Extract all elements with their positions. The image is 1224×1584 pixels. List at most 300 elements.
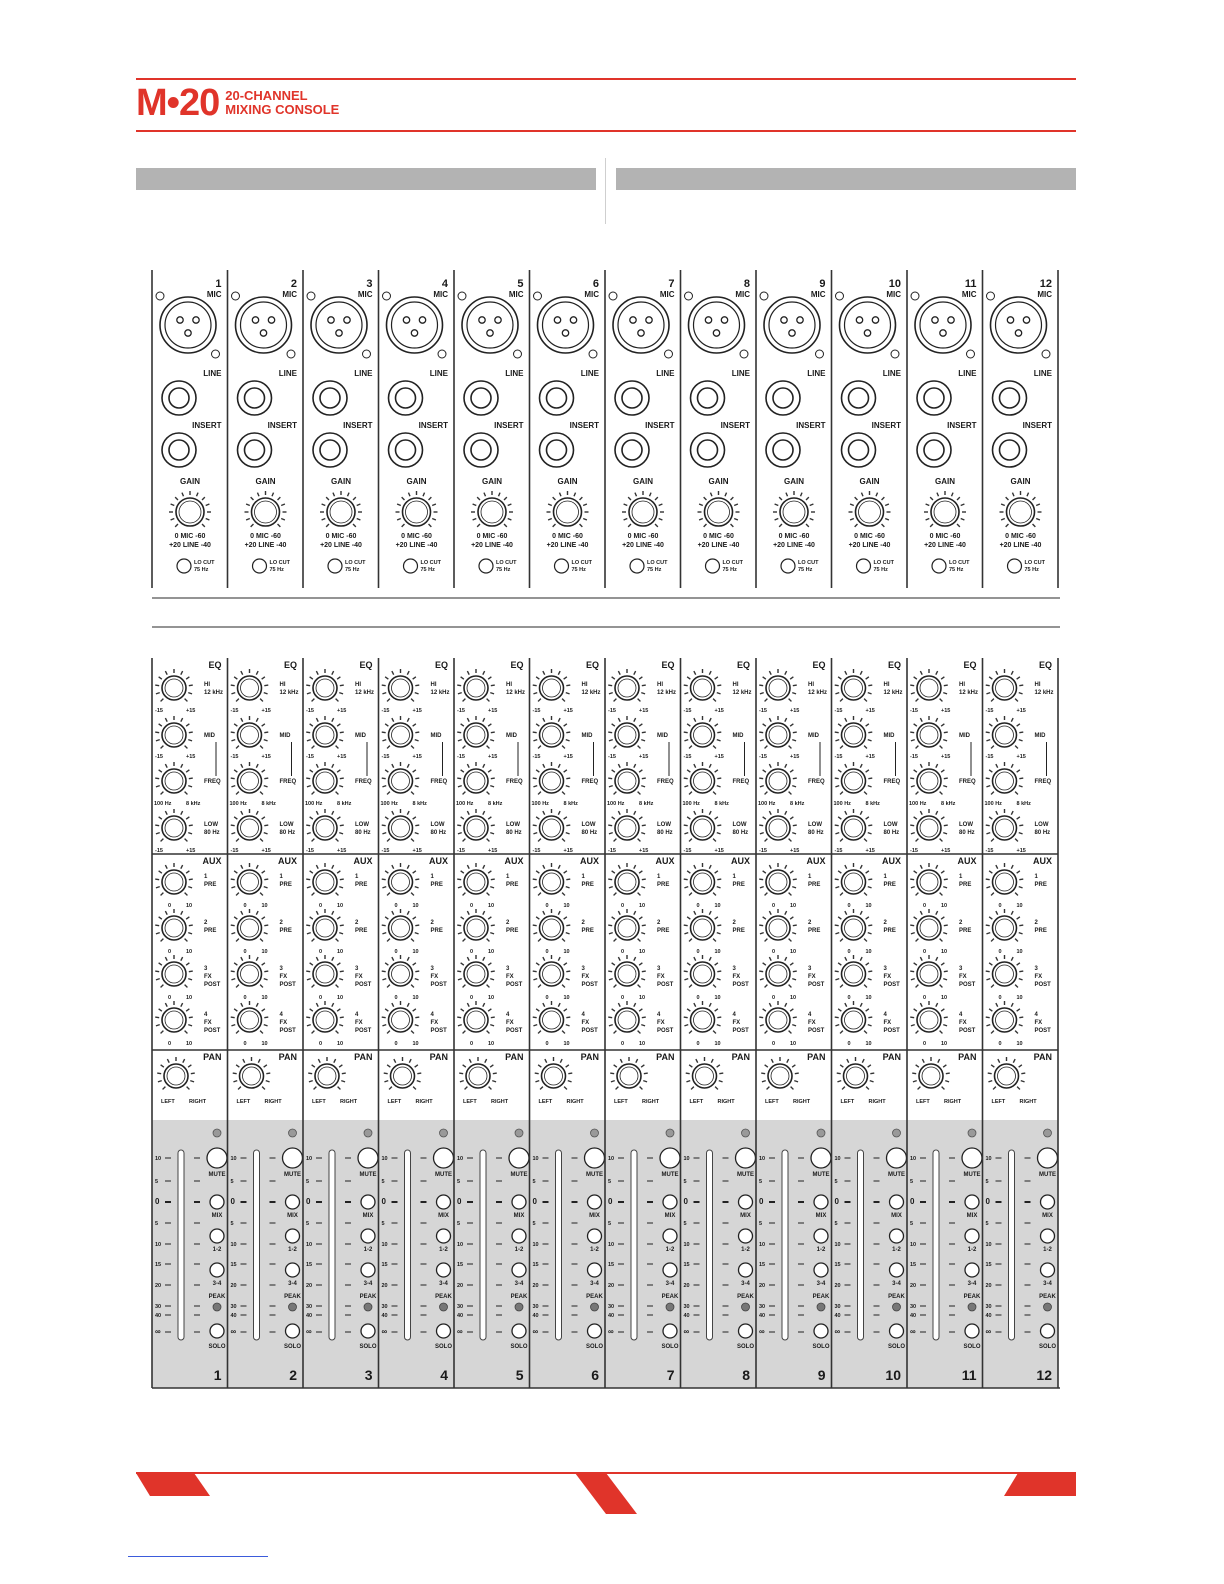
aux-knob-3	[759, 955, 797, 987]
aux-max: 10	[865, 949, 872, 955]
aux-send-label: PRE	[430, 882, 443, 888]
knob-tick	[415, 1065, 418, 1067]
knob-body	[993, 916, 1017, 940]
knob-tick	[188, 933, 192, 934]
knob-tick	[614, 746, 617, 749]
knob-tick	[415, 971, 419, 972]
knob-tick	[793, 925, 797, 926]
gain-label: GAIN	[482, 477, 502, 486]
fader-slot	[405, 1150, 411, 1340]
locut-button	[328, 559, 342, 573]
knob-tick	[989, 677, 992, 679]
aux-send-number: 1	[959, 874, 963, 880]
xlr-outer	[840, 297, 896, 353]
knob-tick	[868, 685, 872, 686]
knob-tick	[336, 699, 339, 702]
knob-tick	[944, 825, 948, 826]
knob-tick	[566, 740, 570, 741]
knob-tick	[838, 677, 841, 679]
mic-label: MIC	[961, 290, 977, 299]
knob-body	[238, 962, 262, 986]
fader-scale-label: 20	[834, 1283, 841, 1289]
locut-label: LO CUT	[194, 560, 215, 566]
mic-label: MIC	[282, 290, 297, 299]
knob-tick	[260, 839, 263, 842]
knob-tick	[535, 1073, 539, 1074]
knob-tick	[382, 740, 386, 741]
eq-hi-label: HI	[959, 682, 965, 688]
channel-button-label: MIX	[740, 1213, 751, 1219]
aux-title: AUX	[1032, 856, 1052, 866]
aux-min: 0	[696, 1041, 700, 1047]
knob-tick	[1019, 778, 1023, 779]
knob-tick	[156, 833, 160, 834]
knob-tick	[337, 871, 340, 873]
mic-label: MIC	[1037, 290, 1052, 299]
knob-tick	[614, 839, 617, 842]
locut-button	[1008, 559, 1022, 573]
gain-scale-line: +20 LINE -40	[546, 542, 589, 549]
aux-title: AUX	[655, 856, 675, 866]
aux-send-mode: POST	[959, 982, 976, 988]
knob-tick	[188, 833, 192, 834]
knob-body	[389, 1008, 413, 1032]
knob-tick	[158, 1081, 162, 1082]
knob-tick	[566, 887, 570, 888]
eq-hi-min: -15	[155, 708, 163, 714]
knob-tick	[385, 963, 388, 965]
channel-button-label: MIX	[362, 1213, 374, 1219]
knob-tick	[483, 718, 485, 722]
knob-tick	[309, 1081, 313, 1082]
channel-button-label: 1-2	[439, 1247, 448, 1253]
knob-tick	[387, 985, 390, 988]
eq-freq-max: 8 kHz	[337, 801, 352, 807]
knob-tick	[864, 839, 867, 842]
channel-button	[509, 1148, 529, 1168]
eq-low-min: -15	[985, 848, 994, 854]
channel-button	[358, 1148, 378, 1168]
knob-tick	[533, 778, 537, 779]
fader-scale-label: 15	[381, 1262, 388, 1268]
eq-low-max: +15	[563, 848, 573, 854]
knob-tick	[186, 724, 189, 726]
eq-freq-label: FREQ	[808, 779, 825, 785]
knob-tick	[944, 1017, 948, 1018]
knob-body	[238, 916, 262, 940]
knob-tick	[790, 770, 793, 772]
knob-tick	[407, 671, 409, 675]
knob-tick	[612, 770, 615, 772]
channel-button	[512, 1229, 526, 1243]
locut-label: LO CUT	[873, 560, 894, 566]
knob-tick	[186, 677, 189, 679]
knob-tick	[765, 1031, 768, 1034]
aux-send-mode: POST	[959, 1028, 976, 1034]
eq-hi-min: -15	[230, 708, 239, 714]
knob-tick	[413, 917, 416, 919]
fader-scale-label: 10	[985, 1156, 992, 1162]
eq-hi-label: HI	[657, 682, 663, 688]
knob-tick	[864, 1031, 867, 1034]
pan-left-label: LEFT	[161, 1099, 175, 1105]
knob-tick	[684, 1025, 688, 1026]
knob-tick	[641, 979, 645, 980]
knob-body	[615, 916, 639, 940]
aux-max: 10	[714, 1041, 721, 1047]
knob-tick	[790, 817, 793, 819]
eq-hi-max: +15	[563, 708, 573, 714]
knob-tick	[945, 1081, 949, 1082]
knob-tick	[717, 933, 721, 934]
knob-tick	[792, 887, 796, 888]
aux-max: 10	[186, 995, 193, 1001]
eq-hi-min: -15	[683, 708, 692, 714]
eq-low-label: LOW	[732, 822, 747, 828]
aux-send-number: 4	[279, 1012, 283, 1018]
fader-slot	[1009, 1150, 1015, 1340]
knob-tick	[231, 879, 235, 880]
knob-tick	[689, 792, 692, 795]
knob-tick	[864, 699, 867, 702]
channel-button	[890, 1263, 904, 1277]
knob-tick	[868, 933, 872, 934]
aux-min: 0	[394, 1041, 398, 1047]
knob-tick	[156, 740, 160, 741]
eq-title: EQ	[510, 660, 524, 670]
channel-button-label: MIX	[211, 1213, 223, 1219]
input-panel	[152, 270, 1060, 627]
knob-tick	[256, 865, 258, 869]
fader-scale-label: 10	[457, 1156, 464, 1162]
knob-tick	[936, 957, 938, 961]
eq-hi-max: +15	[1016, 708, 1026, 714]
knob-tick	[612, 724, 615, 726]
aux-min: 0	[772, 1041, 776, 1047]
knob-body	[856, 498, 884, 526]
knob-tick	[916, 1031, 919, 1034]
knob-tick	[792, 979, 796, 980]
knob-tick	[264, 732, 268, 733]
eq-mid-knob	[684, 716, 722, 748]
knob-tick	[387, 1065, 390, 1067]
knob-tick	[1019, 887, 1023, 888]
knob-tick	[189, 879, 193, 880]
knob-tick	[715, 917, 718, 919]
knob-tick	[264, 685, 268, 686]
aux-send-number: 4	[732, 1012, 736, 1018]
knob-tick	[940, 699, 943, 702]
pan-knob	[912, 1057, 950, 1089]
aux-send-number: 1	[1034, 874, 1038, 880]
eq-low-freq: 80 Hz	[355, 830, 371, 836]
knob-tick	[618, 811, 620, 815]
xlr-outer	[915, 297, 971, 353]
knob-tick	[1015, 939, 1018, 942]
knob-tick	[463, 893, 466, 896]
eq-low-max: +15	[1016, 848, 1026, 854]
eq-low-min: -15	[910, 848, 918, 854]
knob-tick	[461, 1009, 464, 1011]
fader-scale-label: 30	[381, 1304, 388, 1310]
knob-tick	[562, 792, 565, 795]
knob-tick	[838, 963, 841, 965]
channel-button-label: 3-4	[590, 1281, 599, 1287]
eq-hi-min: -15	[985, 708, 994, 714]
aux-send-mode: POST	[1034, 1028, 1051, 1034]
line-jack-outer	[389, 381, 423, 415]
knob-tick	[986, 1017, 990, 1018]
knob-tick	[156, 979, 160, 980]
eq-mid-max: +15	[563, 754, 573, 760]
eq-low-min: -15	[683, 848, 692, 854]
knob-tick	[920, 1003, 922, 1007]
channel-button-label: 1-2	[741, 1247, 750, 1253]
knob-tick	[387, 839, 390, 842]
knob-tick	[159, 770, 162, 772]
knob-tick	[1021, 1081, 1025, 1082]
knob-tick	[790, 724, 793, 726]
eq-freq-label: FREQ	[581, 779, 599, 785]
channel-button-label: 3-4	[816, 1281, 826, 1287]
eq-low-min: -15	[155, 848, 163, 854]
knob-tick	[491, 778, 495, 779]
channel-button	[588, 1195, 602, 1209]
eq-low-max: +15	[865, 848, 875, 854]
gain-scale-mic: 0 MIC -60	[854, 533, 885, 540]
knob-body	[162, 769, 186, 793]
knob-tick	[608, 1017, 612, 1018]
knob-tick	[264, 887, 268, 888]
knob-body	[691, 916, 715, 940]
knob-tick	[336, 985, 339, 988]
knob-tick	[558, 671, 560, 675]
channel-number: 8	[743, 278, 750, 290]
eq-freq-min: 100 Hz	[833, 801, 851, 807]
knob-tick	[155, 879, 159, 880]
knob-tick	[709, 865, 711, 869]
knob-tick	[763, 817, 766, 819]
knob-tick	[860, 1003, 862, 1007]
fader-scale-label: 10	[834, 1156, 841, 1162]
eq-freq-min: 100 Hz	[456, 801, 474, 807]
knob-tick	[759, 1017, 763, 1018]
knob-tick	[944, 925, 948, 926]
knob-tick	[155, 732, 159, 733]
aux-send-number: 2	[657, 920, 661, 926]
knob-body	[540, 676, 564, 700]
aux-send-label: FX	[204, 1020, 212, 1026]
knob-tick	[640, 1087, 643, 1090]
peak-led	[515, 1303, 523, 1311]
aux-max: 10	[412, 995, 419, 1001]
knob-tick	[996, 957, 998, 961]
knob-tick	[940, 792, 943, 795]
knob-tick	[794, 1081, 798, 1082]
aux-knob-3	[533, 955, 571, 987]
knob-tick	[231, 825, 235, 826]
knob-tick	[868, 1025, 872, 1026]
knob-tick	[236, 1031, 239, 1034]
knob-tick	[407, 718, 409, 722]
knob-tick	[463, 985, 466, 988]
knob-tick	[713, 699, 716, 702]
knob-tick	[916, 893, 919, 896]
knob-tick	[392, 764, 394, 768]
gain-scale-line: +20 LINE -40	[471, 542, 513, 549]
knob-tick	[181, 1003, 183, 1007]
knob-tick	[936, 764, 938, 768]
knob-tick	[262, 1009, 265, 1011]
knob-tick	[264, 979, 268, 980]
eq-low-freq: 80 Hz	[883, 830, 900, 836]
fader-scale-label: 5	[910, 1221, 914, 1227]
solo-label: SOLO	[887, 1344, 906, 1350]
knob-body	[768, 1064, 792, 1088]
knob-tick	[491, 971, 495, 972]
knob-tick	[835, 887, 839, 888]
knob-tick	[616, 1087, 619, 1090]
knob-tick	[483, 811, 485, 815]
locut-freq: 75 Hz	[873, 567, 888, 573]
aux-min: 0	[545, 995, 549, 1001]
knob-tick	[533, 1025, 537, 1026]
fader-scale-label: 5	[381, 1179, 385, 1185]
knob-tick	[998, 1059, 1000, 1063]
eq-low-max: +15	[790, 848, 800, 854]
pan-right-label: RIGHT	[642, 1099, 660, 1105]
knob-tick	[490, 1025, 494, 1026]
channel-button-label: MIX	[589, 1213, 600, 1219]
eq-low-min: -15	[230, 848, 239, 854]
knob-tick	[792, 933, 796, 934]
knob-tick	[715, 677, 718, 679]
fader-scale-label: 10	[532, 1156, 539, 1162]
aux-min: 0	[470, 903, 474, 909]
knob-tick	[614, 1031, 617, 1034]
knob-tick	[717, 979, 721, 980]
fader-slot	[556, 1150, 562, 1340]
aux-send-label: PRE	[1034, 928, 1047, 934]
knob-tick	[467, 811, 469, 815]
knob-tick	[264, 833, 268, 834]
eq-mid-max: +15	[261, 754, 271, 760]
knob-tick	[558, 911, 560, 915]
knob-body	[615, 870, 639, 894]
knob-tick	[260, 792, 263, 795]
knob-tick	[538, 985, 541, 988]
knob-tick	[389, 1087, 392, 1090]
knob-tick	[864, 985, 867, 988]
knob-body	[313, 676, 337, 700]
knob-tick	[991, 893, 994, 896]
knob-body	[917, 723, 941, 747]
channel-button-label: 3-4	[892, 1281, 901, 1287]
knob-tick	[845, 957, 847, 961]
aux-min: 0	[470, 1041, 474, 1047]
knob-tick	[483, 764, 485, 768]
knob-tick	[785, 671, 787, 675]
knob-tick	[562, 985, 565, 988]
channel-button	[361, 1195, 375, 1209]
knob-tick	[533, 933, 537, 934]
aux-send-number: 2	[959, 920, 963, 926]
knob-body	[766, 962, 790, 986]
aux-knob-2	[155, 909, 193, 941]
knob-tick	[332, 865, 334, 869]
channel-number: 7	[666, 1367, 675, 1383]
aux-knob-3	[382, 955, 420, 987]
knob-tick	[760, 1025, 764, 1026]
knob-tick	[634, 671, 636, 675]
knob-tick	[310, 677, 313, 679]
knob-tick	[943, 979, 947, 980]
aux-knob-4	[382, 1001, 420, 1033]
fader-scale-label: 5	[759, 1221, 763, 1227]
knob-tick	[231, 732, 235, 733]
knob-tick	[1015, 1031, 1018, 1034]
knob-body	[615, 676, 639, 700]
knob-tick	[340, 971, 344, 972]
knob-tick	[789, 746, 792, 749]
fader-scale-label: ∞	[608, 1327, 614, 1336]
channel-button-label: 1-2	[590, 1247, 599, 1253]
eq-freq-max: 8 kHz	[563, 801, 578, 807]
knob-tick	[910, 732, 914, 733]
knob-tick	[989, 1009, 992, 1011]
knob-tick	[986, 979, 990, 980]
knob-tick	[941, 871, 944, 873]
pan-title: PAN	[429, 1052, 448, 1062]
knob-tick	[1019, 693, 1023, 694]
pan-knob	[233, 1057, 271, 1089]
eq-freq-knob	[306, 762, 344, 794]
pan-title: PAN	[656, 1052, 675, 1062]
knob-tick	[868, 887, 872, 888]
knob-tick	[760, 933, 764, 934]
channel-button	[437, 1229, 451, 1243]
gain-scale-mic: 0 MIC -60	[325, 533, 357, 540]
aux-max: 10	[941, 903, 948, 909]
knob-tick	[392, 718, 394, 722]
knob-body	[162, 1008, 186, 1032]
aux-max: 10	[337, 1041, 344, 1047]
locut-button	[857, 559, 871, 573]
knob-tick	[463, 746, 466, 749]
gain-scale-line: +20 LINE -40	[169, 542, 211, 549]
knob-tick	[944, 732, 948, 733]
aux-max: 10	[261, 949, 268, 955]
pan-knob	[384, 1057, 422, 1089]
knob-tick	[566, 732, 570, 733]
knob-tick	[558, 718, 560, 722]
knob-tick	[236, 699, 239, 702]
line-label: LINE	[505, 369, 524, 378]
insert-jack-outer	[389, 433, 423, 467]
pan-title: PAN	[580, 1052, 599, 1062]
knob-tick	[163, 1087, 166, 1090]
knob-tick	[868, 778, 872, 779]
knob-tick	[769, 1003, 771, 1007]
aux-knob-3	[684, 955, 722, 987]
aux-knob-1	[684, 863, 722, 895]
gain-label: GAIN	[255, 477, 276, 486]
peak-label: PEAK	[812, 1294, 830, 1300]
aux-min: 0	[696, 949, 700, 955]
mute-led	[893, 1129, 901, 1137]
aux-max: 10	[563, 1041, 570, 1047]
knob-tick	[339, 786, 343, 787]
